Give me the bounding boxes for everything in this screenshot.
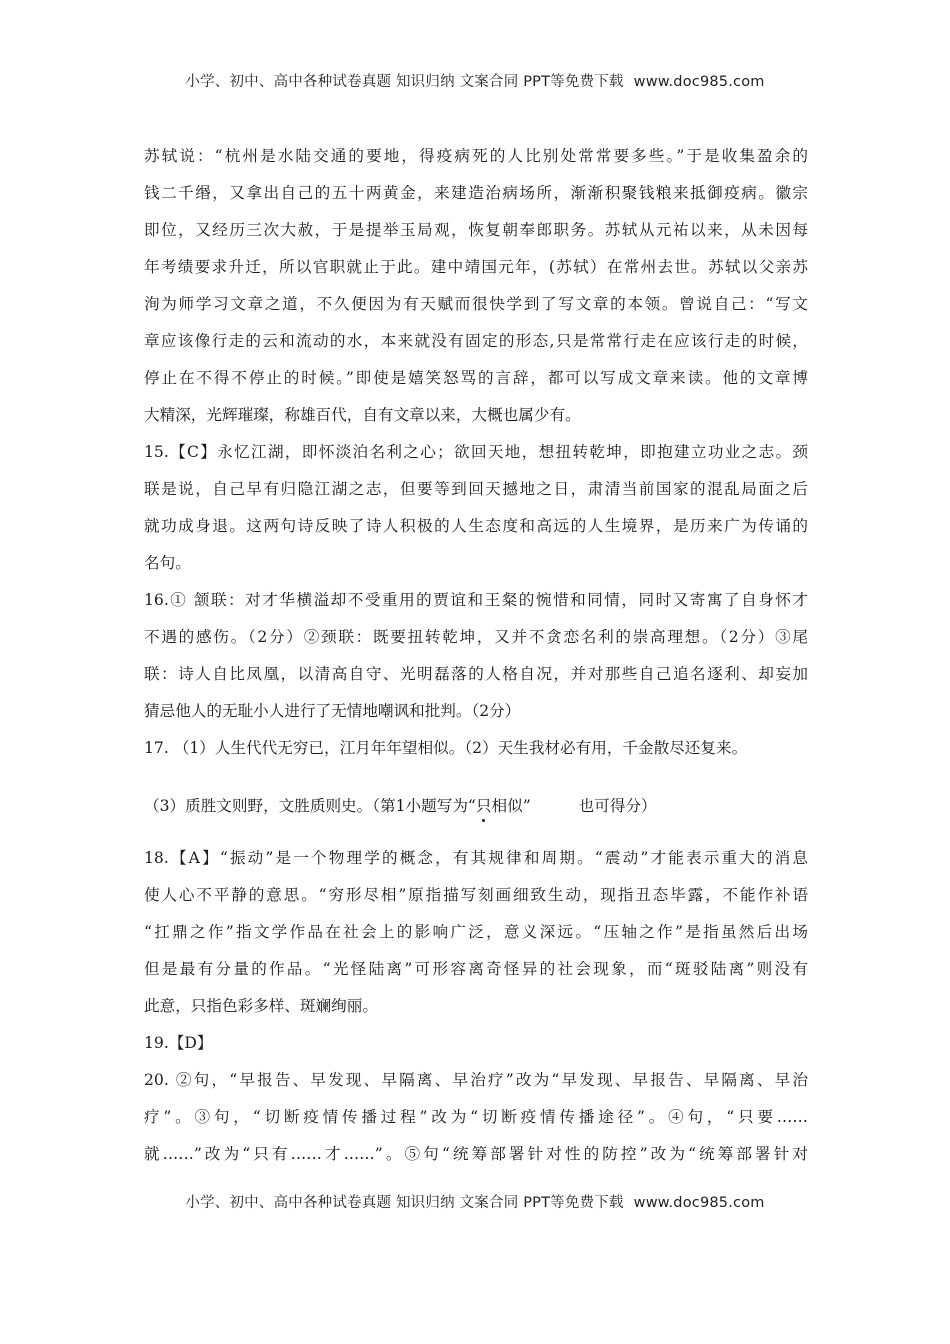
text-line: 疗”。③句，“切断疫情传播过程”改为“切断疫情传播途径”。④句，“只要…… — [144, 1108, 808, 1126]
answer-16-line: 16.① 颔联：对才华横溢却不受重用的贾谊和王粲的惋惜和同情，同时又寄寓了自身怀才 — [144, 591, 808, 609]
text-line: 联：诗人自比凤凰，以清高自守、光明磊落的人格自况，并对那些自己追名逐利、却妄加 — [144, 665, 808, 683]
answer-17-part3: 也可得分） — [578, 797, 657, 815]
text-line: 猜忌他人的无耻小人进行了无情地嘲讽和批判。（2分） — [144, 702, 521, 720]
answer-19-line: 19.【D】 — [144, 1034, 213, 1052]
text-line: 即位，又经历三次大赦，于是提举玉局观，恢复朝奉郎职务。苏轼从元祐以来，从未因每 — [144, 221, 808, 239]
text-line: 钱二千缗，又拿出自己的五十两黄金，来建造治病场所，渐渐积聚钱粮来抵御疫病。徽宗 — [144, 184, 808, 202]
page-footer — [0, 1191, 950, 1212]
text-line: 联是说，自己早有归隐江湖之志，但要等到回天撼地之日，肃清当前国家的混乱局面之后 — [144, 480, 808, 498]
footer-text: 小学、初中、高中各种试卷真题 知识归纳 文案合同 PPT等免费下载 — [185, 1195, 624, 1211]
header-url[interactable]: www.doc985.com — [633, 74, 765, 90]
emphasis-dot-char: 只 — [475, 797, 492, 815]
answer-17-part2: 相似” — [491, 797, 531, 815]
text-line: 就……”改为“只有……才……”。⑤句“统筹部署针对性的防控”改为“统筹部署针对 — [144, 1145, 808, 1163]
text-line: 使人心不平静的意思。“穷形尽相”原指描写刻画细致生动，现指丑态毕露，不能作补语 — [144, 886, 808, 904]
answer-20-line: 20. ②句，“早报告、早发现、早隔离、早治疗”改为“早发现、早报告、早隔离、早治 — [144, 1071, 808, 1089]
footer-url[interactable]: www.doc985.com — [633, 1195, 765, 1211]
text-line: 洵为师学习文章之道，不久便因为有天赋而很快学到了写文章的本领。曾说自己：“写文 — [144, 295, 808, 313]
answer-15-line: 15.【C】永忆江湖，即怀淡泊名利之心；欲回天地，想扭转乾坤，即抱建立功业之志。颈 — [144, 443, 808, 461]
text-line: 大精深，光辉璀璨，称雄百代，自有文章以来，大概也属少有。 — [144, 406, 581, 424]
answer-17-part1: （3）质胜文则野，文胜质则史。（第1小题写为“ — [144, 797, 476, 815]
answer-18-line: 18.【A】“振动”是一个物理学的概念，有其规律和周期。“震动”才能表示重大的消息 — [144, 849, 808, 867]
text-line: 章应该像行走的云和流动的水，本来就没有固定的形态,只是常常行走在应该行走的时候， — [144, 332, 808, 350]
text-line: 就功成身退。这两句诗反映了诗人积极的人生态度和高远的人生境界，是历来广为传诵的 — [144, 517, 808, 535]
text-line: 苏轼说：“杭州是水陆交通的要地，得疫病死的人比别处常常要多些。”于是收集盈余的 — [144, 147, 808, 165]
text-line: 停止在不得不停止的时候。”即使是嬉笑怒骂的言辞，都可以写成文章来读。他的文章博 — [144, 369, 808, 387]
text-line: 不遇的感伤。（2分）②颈联：既要扭转乾坤，又并不贪恋名利的崇高理想。（2分）③尾 — [144, 628, 808, 646]
page-header — [0, 70, 950, 91]
header-text: 小学、初中、高中各种试卷真题 知识归纳 文案合同 PPT等免费下载 — [185, 74, 624, 90]
text-line: 但是最有分量的作品。“光怪陆离”可形容离奇怪异的社会现象，而“斑驳陆离”则没有 — [144, 960, 808, 978]
text-line: 名句。 — [144, 554, 191, 572]
answer-17-line: 17. （1）人生代代无穷已，江月年年望相似。（2）天生我材必有用，千金散尽还复来。 — [144, 739, 748, 757]
text-line: “扛鼎之作”指文学作品在社会上的影响广泛，意义深远。“压轴之作”是指虽然后出场 — [144, 923, 808, 941]
text-line: 此意，只指色彩多样、斑斓绚丽。 — [144, 997, 378, 1015]
answer-17-line-b — [144, 795, 808, 817]
text-line: 年考绩要求升迁，所以官职就止于此。建中靖国元年，(苏轼）在常州去世。苏轼以父亲苏 — [144, 258, 808, 276]
